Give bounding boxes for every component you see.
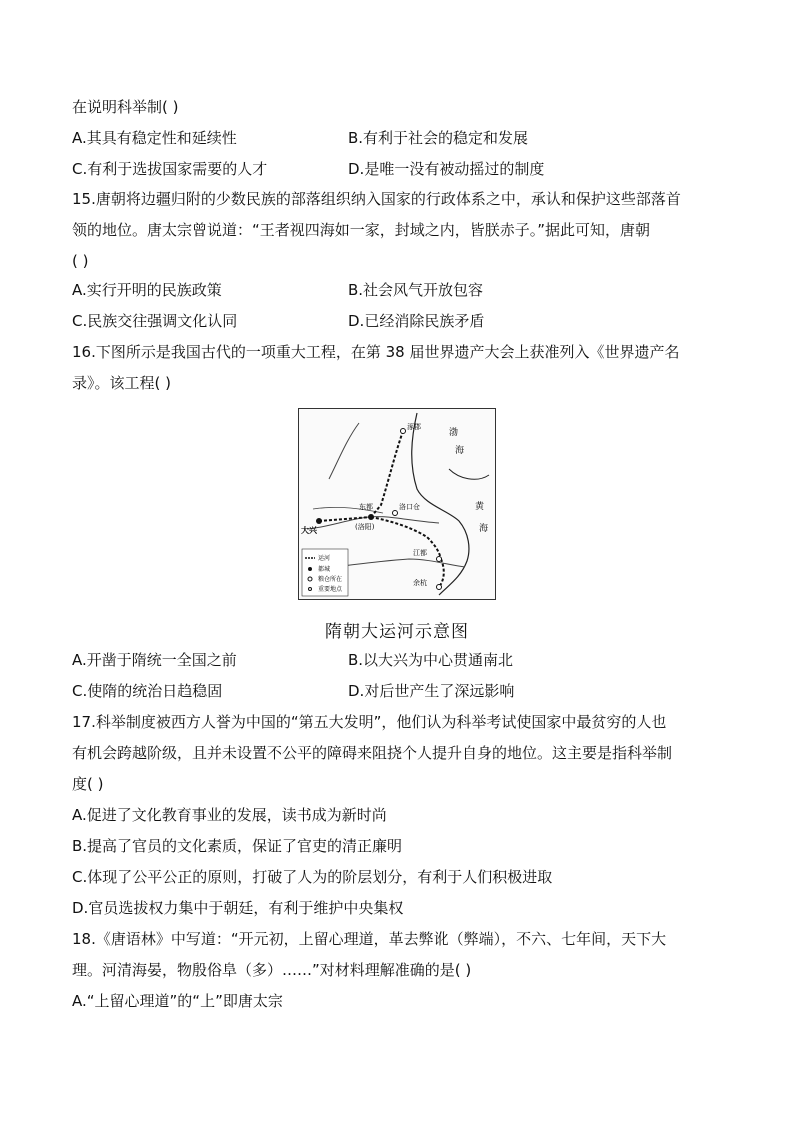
q16-stem-line1: 16.下图所示是我国古代的一项重大工程，在第 38 届世界遗产大会上获准列入《世界遗产名 — [72, 343, 680, 361]
legend-place-swatch — [309, 588, 312, 591]
coastline — [412, 413, 469, 595]
grand-canal-map — [298, 408, 496, 600]
dongdu-marker — [368, 514, 374, 520]
legend-capital-swatch — [308, 567, 312, 571]
tongji-canal — [371, 517, 441, 559]
q15-option-a[interactable]: A.实行开明的民族政策 — [72, 281, 222, 299]
label-jiangdu: 江都 — [413, 549, 427, 557]
q14-option-a[interactable]: A.其具有稳定性和延续性 — [72, 129, 237, 147]
fen-river — [329, 423, 359, 479]
q15-option-c[interactable]: C.民族交往强调文化认同 — [72, 312, 238, 330]
q17-option-c[interactable]: C.体现了公平公正的原则，打破了人为的阶层划分，有利于人们积极进取 — [72, 868, 553, 886]
q14-options-ab — [72, 128, 732, 148]
legend-granary-swatch — [308, 577, 312, 581]
q15-options-cd — [72, 311, 732, 331]
q16-option-a[interactable]: A.开凿于隋统一全国之前 — [72, 651, 237, 669]
q15-stem-line1: 15.唐朝将边疆归附的少数民族的部落组织纳入国家的行政体系之中，承认和保护这些部落首 — [72, 190, 681, 208]
q18-option-a[interactable]: A.“上留心理道”的“上”即唐太宗 — [72, 992, 283, 1010]
q14-options-cd — [72, 159, 732, 179]
label-yuhang: 余杭 — [413, 579, 427, 587]
q16-option-c[interactable]: C.使隋的统治日趋稳固 — [72, 682, 223, 700]
q14-option-d[interactable]: D.是唯一没有被动摇过的制度 — [348, 160, 545, 178]
jiangdu-marker — [437, 557, 442, 562]
q15-stem-line2: 领的地位。唐太宗曾说道：“王者视四海如一家，封域之内，皆朕赤子。”据此可知，唐朝 — [72, 221, 651, 239]
yuhang-marker — [437, 585, 442, 590]
zhuojun-marker — [401, 429, 406, 434]
q16-options-ab — [72, 650, 732, 670]
label-luoyang: (洛阳) — [355, 523, 375, 531]
label-sea-1: 渤 — [449, 428, 459, 438]
q16-option-b[interactable]: B.以大兴为中心贯通南北 — [348, 651, 514, 669]
label-luokou: 洛口仓 — [399, 503, 420, 511]
label-sea-4: 海 — [479, 524, 489, 534]
label-sea-2: 海 — [455, 446, 465, 456]
q15-options-ab — [72, 280, 732, 300]
luokou-marker — [393, 511, 398, 516]
label-zhuojun: 涿郡 — [407, 423, 421, 431]
legend-canal: 运河 — [318, 555, 331, 562]
q18-stem-line1: 18.《唐语林》中写道：“开元初，上留心理道，革去弊讹（弊端），不六、七年间，天下大 — [72, 930, 667, 948]
label-daxing: 大兴 — [301, 526, 317, 535]
q14-option-b[interactable]: B.有利于社会的稳定和发展 — [348, 129, 529, 147]
q17-option-a[interactable]: A.促进了文化教育事业的发展，读书成为新时尚 — [72, 806, 387, 824]
legend-place: 重要地点 — [318, 586, 343, 593]
q15-stem-line3: ( ) — [72, 252, 89, 270]
peninsula-outline — [449, 469, 489, 479]
label-dongdu: 东都 — [359, 503, 373, 511]
q17-stem-line2: 有机会跨越阶级，且并未设置不公平的障碍来阻挠个人提升自身的地位。这主要是指科举制 — [72, 744, 673, 762]
q14-option-c[interactable]: C.有利于选拔国家需要的人才 — [72, 160, 268, 178]
q16-stem-line2: 录》。该工程( ) — [72, 374, 171, 392]
daxing-marker — [316, 518, 322, 524]
q17-stem-line1: 17.科举制度被西方人誉为中国的“第五大发明”，他们认为科举考试使国家中最贫穷的人也 — [72, 713, 667, 731]
legend-granary: 粮仓所在 — [318, 576, 343, 583]
q17-stem-line3: 度( ) — [72, 775, 104, 793]
q14-stem-tail: 在说明科举制( ) — [72, 98, 179, 116]
q17-option-b[interactable]: B.提高了官员的文化素质，保证了官吏的清正廉明 — [72, 837, 403, 855]
legend-capital: 都城 — [318, 566, 331, 573]
label-sea-3: 黄 — [475, 502, 485, 512]
q15-option-d[interactable]: D.已经消除民族矛盾 — [348, 312, 485, 330]
q16-option-d[interactable]: D.对后世产生了深远影响 — [348, 682, 515, 700]
q18-stem-line2: 理。河清海晏，物殷俗阜（多）……”对材料理解准确的是( ) — [72, 961, 472, 979]
q17-option-d[interactable]: D.官员选拔权力集中于朝廷，有利于维护中央集权 — [72, 899, 404, 917]
q15-option-b[interactable]: B.社会风气开放包容 — [348, 281, 484, 299]
grand-canal-map-svg — [299, 409, 495, 599]
map-caption: 隋朝大运河示意图 — [325, 622, 469, 642]
q16-options-cd — [72, 681, 732, 701]
